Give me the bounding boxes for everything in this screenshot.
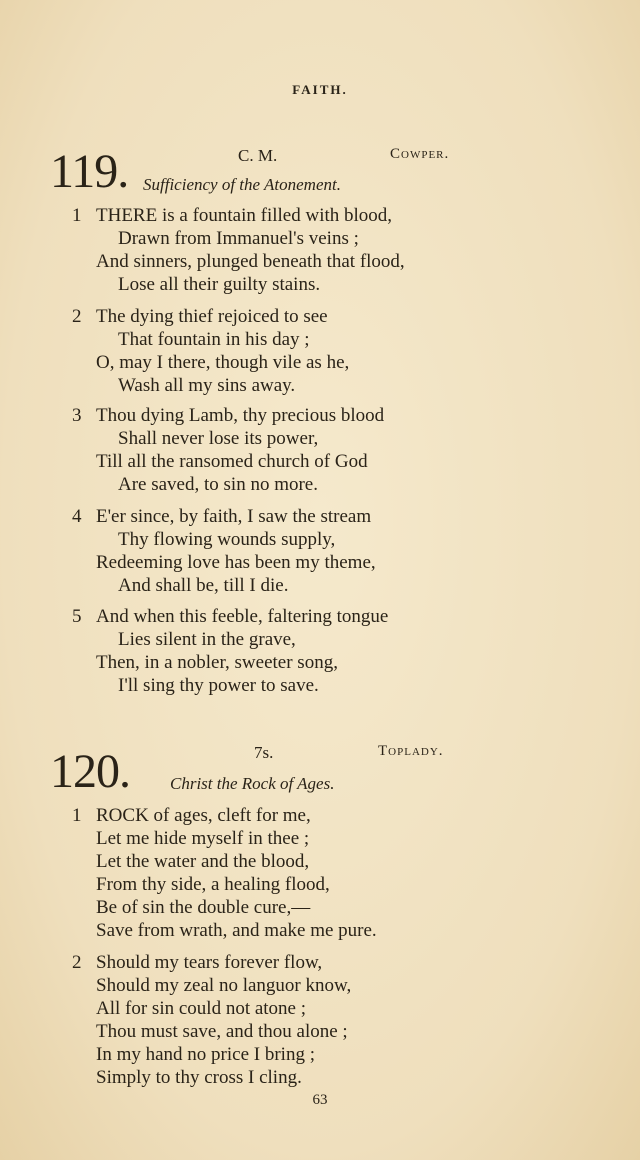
hymn-subtitle: Sufficiency of the Atonement. [143,175,341,194]
verse-line: Simply to thy cross I cling. [96,1067,302,1088]
verse-line: That fountain in his day ; [118,329,310,350]
verse-line: And sinners, plunged beneath that flood, [96,251,405,272]
verse-line: From thy side, a healing flood, [96,874,330,895]
hymn-number: 119. [50,145,129,198]
stanza-number: 1 [72,805,82,826]
verse-line: Then, in a nobler, sweeter song, [96,652,338,673]
verse-line: Drawn from Immanuel's veins ; [118,228,359,249]
stanza-number: 2 [72,306,82,327]
verse-line: THERE is a fountain filled with blood, [96,205,393,226]
verse-line: ROCK of ages, cleft for me, [96,805,311,826]
stanza-number: 4 [72,506,82,527]
verse-line: All for sin could not atone ; [96,998,307,1019]
verse-line: Shall never lose its power, [118,428,319,449]
verse-line: Let me hide myself in thee ; [96,828,310,849]
verse-line: Let the water and the blood, [96,851,310,872]
verse-line: The dying thief rejoiced to see [96,306,328,327]
verse-line: Save from wrath, and make me pure. [96,920,377,941]
stanza-number: 1 [72,205,82,226]
verse-line: Lies silent in the grave, [118,629,296,650]
hymn-author: Cowper. [390,146,450,162]
verse-line: Lose all their guilty stains. [118,274,321,295]
verse-line: Be of sin the double cure,— [96,897,311,918]
verse-line: Thou must save, and thou alone ; [96,1021,348,1042]
verse-line: Should my zeal no languor know, [96,975,352,996]
hymn-meter: C. M. [238,146,278,165]
verse-line: In my hand no price I bring ; [96,1044,315,1065]
verse-line: Are saved, to sin no more. [118,474,318,495]
verse-line: Wash all my sins away. [118,375,296,396]
verse-line: Thy flowing wounds supply, [118,529,336,550]
verse-line: I'll sing thy power to save. [118,675,319,696]
verse-line: Should my tears forever flow, [96,952,323,973]
verse-line: Thou dying Lamb, thy precious blood [96,405,385,426]
page-number: 63 [312,1092,328,1108]
stanza-number: 2 [72,952,82,973]
hymn-meter: 7s. [254,743,274,762]
verse-line: O, may I there, though vile as he, [96,352,350,373]
verse-line: Till all the ransomed church of God [96,451,368,472]
verse-line: And shall be, till I die. [118,575,289,596]
running-head: FAITH. [292,82,348,97]
stanza-number: 3 [72,405,82,426]
hymn-subtitle: Christ the Rock of Ages. [170,774,335,793]
verse-line: And when this feeble, faltering tongue [96,606,389,627]
stanza-number: 5 [72,606,82,627]
hymn-author: Toplady. [378,743,444,759]
verse-line: E'er since, by faith, I saw the stream [96,506,372,527]
hymn-number: 120. [50,745,130,798]
verse-line: Redeeming love has been my theme, [96,552,376,573]
